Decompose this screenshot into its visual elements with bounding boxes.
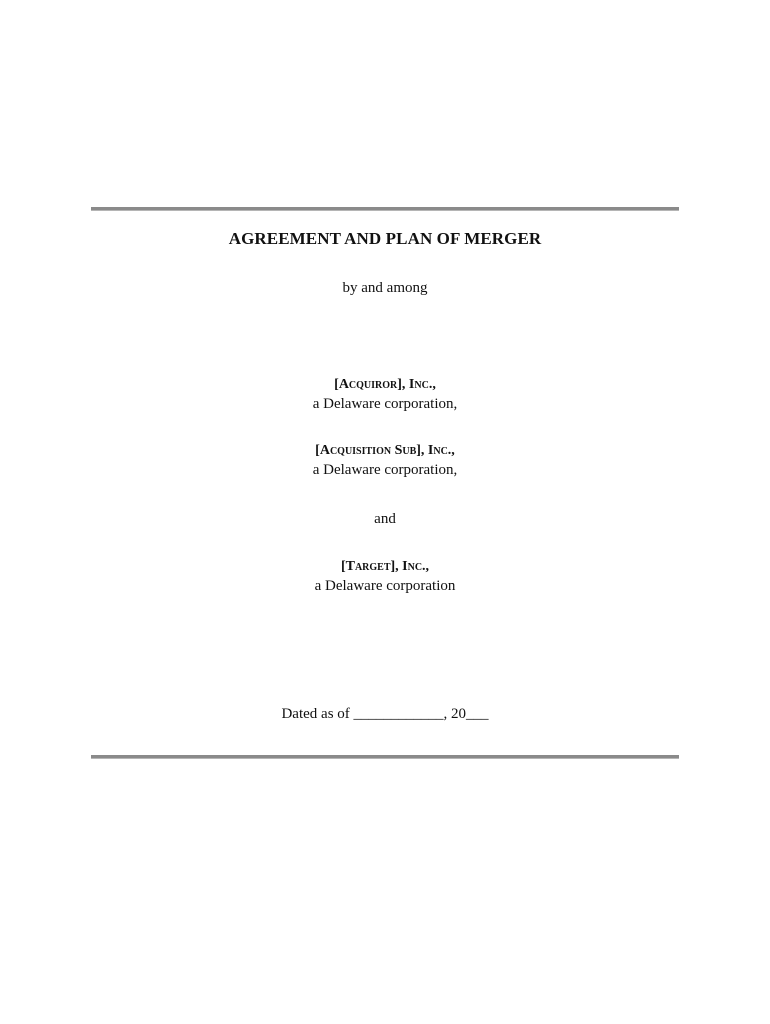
party-acquiror-name: [Acquiror], Inc.,: [334, 377, 436, 392]
document-title: AGREEMENT AND PLAN OF MERGER: [228, 229, 542, 248]
party-target-description: a Delaware corporation: [314, 578, 456, 594]
party-acquiror-description: a Delaware corporation,: [312, 396, 458, 412]
party-acquisition-sub-description: a Delaware corporation,: [312, 462, 458, 478]
party-target-name: [Target], Inc.,: [340, 559, 430, 574]
dated-as-of-line: Dated as of ____________, 20___: [281, 706, 489, 722]
party-acquisition-sub-name: [Acquisition Sub], Inc.,: [315, 443, 455, 458]
subtitle-by-and-among: by and among: [342, 280, 428, 296]
bottom-horizontal-rule: [91, 755, 679, 759]
top-horizontal-rule: [91, 207, 679, 211]
conjunction-and: and: [374, 511, 396, 527]
